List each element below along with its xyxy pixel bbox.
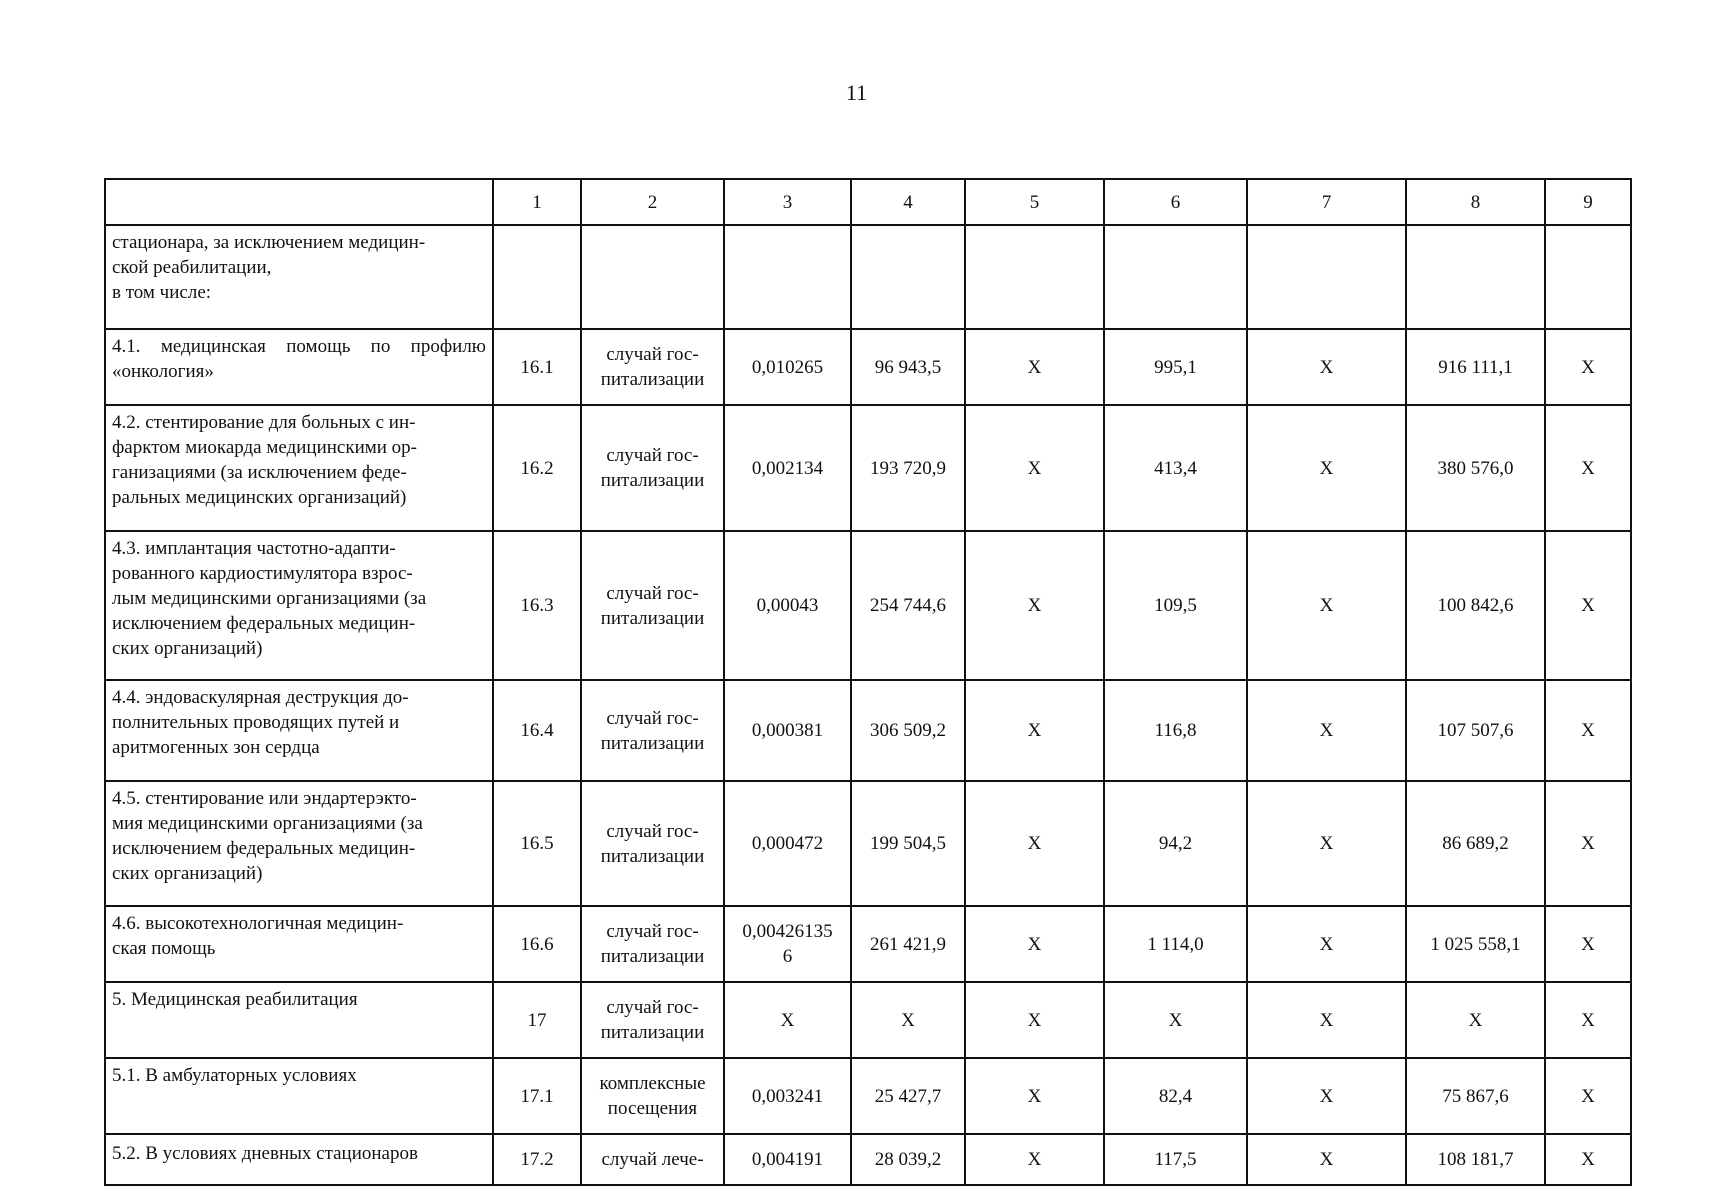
row-description: 4.5. стентирование или эндартерэкто- мия медицинскими организациями (за исключением федеральных медицин- ских организаций) bbox=[105, 781, 493, 906]
row-description: 5.2. В условиях дневных стационаров bbox=[105, 1134, 493, 1185]
col6-value: 1 114,0 bbox=[1104, 906, 1247, 982]
unit-cell: случай гос- питализации bbox=[581, 680, 724, 781]
col8-value: X bbox=[1406, 982, 1545, 1058]
col5-value: X bbox=[965, 680, 1104, 781]
col5-value: X bbox=[965, 982, 1104, 1058]
row-code: 17 bbox=[493, 982, 581, 1058]
header-cell: 5 bbox=[965, 179, 1104, 225]
row-code: 16.4 bbox=[493, 680, 581, 781]
col7-value: X bbox=[1247, 329, 1406, 405]
header-cell: 2 bbox=[581, 179, 724, 225]
unit-cell: случай гос- питализации bbox=[581, 531, 724, 680]
col7-value: X bbox=[1247, 1058, 1406, 1134]
col8-value: 100 842,6 bbox=[1406, 531, 1545, 680]
col4-value: 199 504,5 bbox=[851, 781, 965, 906]
table-header-row bbox=[105, 179, 1631, 225]
col3-value: 0,004191 bbox=[724, 1134, 851, 1185]
col4-value: 254 744,6 bbox=[851, 531, 965, 680]
row-code: 16.5 bbox=[493, 781, 581, 906]
table-row bbox=[105, 405, 1631, 531]
col6-value: 117,5 bbox=[1104, 1134, 1247, 1185]
unit-cell: случай гос- питализации bbox=[581, 405, 724, 531]
col6-value bbox=[1104, 225, 1247, 329]
col4-value: 193 720,9 bbox=[851, 405, 965, 531]
row-code: 16.1 bbox=[493, 329, 581, 405]
col9-value bbox=[1545, 225, 1631, 329]
col7-value: X bbox=[1247, 982, 1406, 1058]
col3-value bbox=[724, 225, 851, 329]
row-description: 4.2. стентирование для больных с ин- фарктом миокарда медицинскими ор- ганизациями (за исключением феде- ральных медицинских организаций) bbox=[105, 405, 493, 531]
row-description: 4.6. высокотехнологичная медицин- ская помощь bbox=[105, 906, 493, 982]
col8-value: 75 867,6 bbox=[1406, 1058, 1545, 1134]
col9-value: X bbox=[1545, 1058, 1631, 1134]
table-body bbox=[105, 225, 1631, 1185]
col5-value: X bbox=[965, 531, 1104, 680]
header-cell: 4 bbox=[851, 179, 965, 225]
table-row bbox=[105, 1058, 1631, 1134]
col5-value: X bbox=[965, 781, 1104, 906]
col8-value: 380 576,0 bbox=[1406, 405, 1545, 531]
col6-value: 94,2 bbox=[1104, 781, 1247, 906]
col3-value: X bbox=[724, 982, 851, 1058]
col5-value: X bbox=[965, 1058, 1104, 1134]
col4-value: 25 427,7 bbox=[851, 1058, 965, 1134]
col9-value: X bbox=[1545, 531, 1631, 680]
col8-value: 108 181,7 bbox=[1406, 1134, 1545, 1185]
row-code: 16.6 bbox=[493, 906, 581, 982]
col4-value bbox=[851, 225, 965, 329]
col3-value: 0,003241 bbox=[724, 1058, 851, 1134]
header-cell bbox=[105, 179, 493, 225]
unit-cell: случай гос- питализации bbox=[581, 329, 724, 405]
col3-value: 0,00043 bbox=[724, 531, 851, 680]
col6-value: 413,4 bbox=[1104, 405, 1247, 531]
header-cell: 8 bbox=[1406, 179, 1545, 225]
header-cell: 1 bbox=[493, 179, 581, 225]
col3-value: 0,002134 bbox=[724, 405, 851, 531]
col8-value bbox=[1406, 225, 1545, 329]
row-description: стационара, за исключением медицин- ской реабилитации, в том числе: bbox=[105, 225, 493, 329]
row-description: 5. Медицинская реабилитация bbox=[105, 982, 493, 1058]
row-description: 4.1. медицинская помощь по профилю «онкология» bbox=[105, 329, 493, 405]
col9-value: X bbox=[1545, 906, 1631, 982]
col6-value: 82,4 bbox=[1104, 1058, 1247, 1134]
col4-value: 96 943,5 bbox=[851, 329, 965, 405]
header-cell: 7 bbox=[1247, 179, 1406, 225]
col8-value: 107 507,6 bbox=[1406, 680, 1545, 781]
col5-value: X bbox=[965, 329, 1104, 405]
unit-cell: случай гос- питализации bbox=[581, 781, 724, 906]
col8-value: 1 025 558,1 bbox=[1406, 906, 1545, 982]
row-code: 17.1 bbox=[493, 1058, 581, 1134]
row-description: 4.3. имплантация частотно-адапти- рованного кардиостимулятора взрос- лым медицинскими организациями (за исключением федеральных медицин- ских организаций) bbox=[105, 531, 493, 680]
col9-value: X bbox=[1545, 405, 1631, 531]
unit-cell: комплексные посещения bbox=[581, 1058, 724, 1134]
col8-value: 916 111,1 bbox=[1406, 329, 1545, 405]
table-row bbox=[105, 680, 1631, 781]
table-row bbox=[105, 781, 1631, 906]
col3-value: 0,000381 bbox=[724, 680, 851, 781]
data-table bbox=[104, 178, 1632, 1186]
page-number: 11 bbox=[845, 80, 868, 105]
col4-value: 306 509,2 bbox=[851, 680, 965, 781]
row-code: 16.3 bbox=[493, 531, 581, 680]
col3-value: 0,010265 bbox=[724, 329, 851, 405]
col8-value: 86 689,2 bbox=[1406, 781, 1545, 906]
col7-value bbox=[1247, 225, 1406, 329]
header-cell: 3 bbox=[724, 179, 851, 225]
table-row bbox=[105, 329, 1631, 405]
table-row bbox=[105, 1134, 1631, 1185]
col7-value: X bbox=[1247, 680, 1406, 781]
row-description: 4.4. эндоваскулярная деструкция до- полнительных проводящих путей и аритмогенных зон сердца bbox=[105, 680, 493, 781]
col3-value: 0,00426135 6 bbox=[724, 906, 851, 982]
col5-value: X bbox=[965, 405, 1104, 531]
header-cell: 6 bbox=[1104, 179, 1247, 225]
row-code: 17.2 bbox=[493, 1134, 581, 1185]
table-row bbox=[105, 531, 1631, 680]
col5-value bbox=[965, 225, 1104, 329]
unit-cell bbox=[581, 225, 724, 329]
table-row bbox=[105, 225, 1631, 329]
col6-value: 109,5 bbox=[1104, 531, 1247, 680]
table-row bbox=[105, 906, 1631, 982]
col5-value: X bbox=[965, 1134, 1104, 1185]
col9-value: X bbox=[1545, 680, 1631, 781]
col4-value: X bbox=[851, 982, 965, 1058]
row-code: 16.2 bbox=[493, 405, 581, 531]
row-code bbox=[493, 225, 581, 329]
unit-cell: случай лече- bbox=[581, 1134, 724, 1185]
col9-value: X bbox=[1545, 982, 1631, 1058]
col4-value: 28 039,2 bbox=[851, 1134, 965, 1185]
col6-value: 995,1 bbox=[1104, 329, 1247, 405]
col5-value: X bbox=[965, 906, 1104, 982]
unit-cell: случай гос- питализации bbox=[581, 982, 724, 1058]
col7-value: X bbox=[1247, 781, 1406, 906]
unit-cell: случай гос- питализации bbox=[581, 906, 724, 982]
row-description: 5.1. В амбулаторных условиях bbox=[105, 1058, 493, 1134]
col6-value: 116,8 bbox=[1104, 680, 1247, 781]
col9-value: X bbox=[1545, 1134, 1631, 1185]
col7-value: X bbox=[1247, 531, 1406, 680]
col7-value: X bbox=[1247, 1134, 1406, 1185]
col7-value: X bbox=[1247, 906, 1406, 982]
col4-value: 261 421,9 bbox=[851, 906, 965, 982]
header-cell: 9 bbox=[1545, 179, 1631, 225]
col7-value: X bbox=[1247, 405, 1406, 531]
col9-value: X bbox=[1545, 781, 1631, 906]
col6-value: X bbox=[1104, 982, 1247, 1058]
col9-value: X bbox=[1545, 329, 1631, 405]
table-row bbox=[105, 982, 1631, 1058]
col3-value: 0,000472 bbox=[724, 781, 851, 906]
